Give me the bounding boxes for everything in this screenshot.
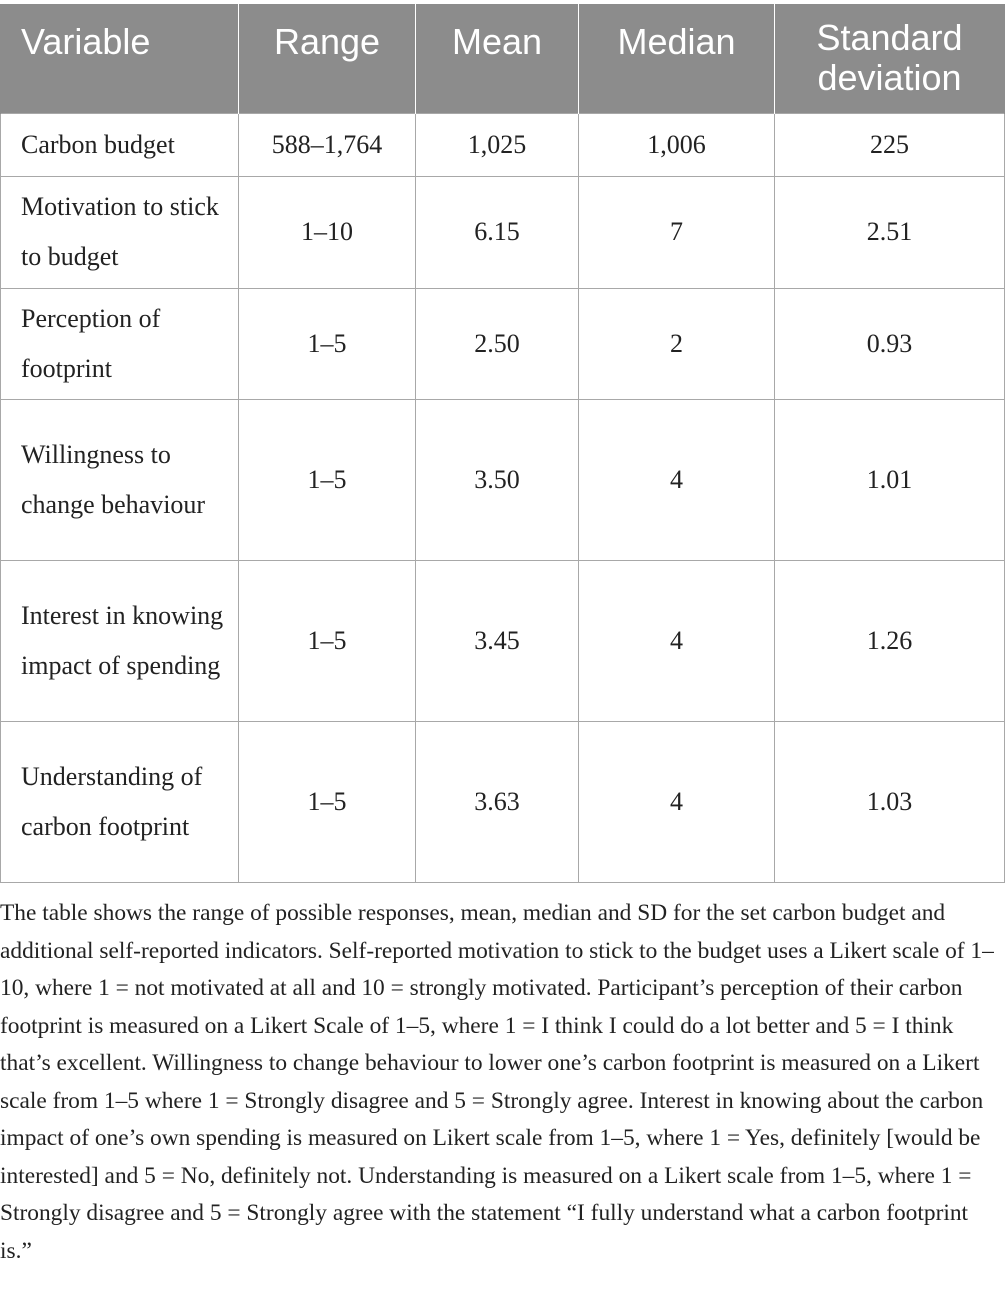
cell-range: 1–5 [239, 721, 416, 882]
cell-range: 1–10 [239, 176, 416, 288]
table-row [1, 176, 1005, 288]
cell-median: 2 [579, 288, 775, 399]
table-row [1, 288, 1005, 399]
cell-median: 4 [579, 721, 775, 882]
header-mean: Mean [416, 4, 579, 113]
cell-range: 1–5 [239, 399, 416, 560]
cell-sd: 225 [775, 113, 1005, 176]
table-row [1, 113, 1005, 176]
header-median: Median [579, 4, 775, 113]
table-row [1, 721, 1005, 882]
cell-variable: Carbon budget [1, 113, 239, 176]
cell-variable: Willingness to change behaviour [1, 399, 239, 560]
table-header [1, 4, 1005, 113]
cell-mean: 3.45 [416, 560, 579, 721]
cell-median: 4 [579, 560, 775, 721]
statistics-table [0, 4, 1005, 883]
table-body [1, 113, 1005, 882]
cell-range: 588–1,764 [239, 113, 416, 176]
header-standard-deviation: Standard deviation [775, 4, 1005, 113]
cell-range: 1–5 [239, 288, 416, 399]
cell-median: 1,006 [579, 113, 775, 176]
cell-sd: 0.93 [775, 288, 1005, 399]
cell-mean: 1,025 [416, 113, 579, 176]
cell-sd: 1.03 [775, 721, 1005, 882]
cell-variable: Understanding of carbon footprint [1, 721, 239, 882]
cell-median: 7 [579, 176, 775, 288]
header-row [1, 4, 1005, 113]
table-row [1, 560, 1005, 721]
header-range: Range [239, 4, 416, 113]
cell-median: 4 [579, 399, 775, 560]
cell-sd: 2.51 [775, 176, 1005, 288]
cell-mean: 3.63 [416, 721, 579, 882]
cell-sd: 1.01 [775, 399, 1005, 560]
cell-sd: 1.26 [775, 560, 1005, 721]
table-row [1, 399, 1005, 560]
cell-range: 1–5 [239, 560, 416, 721]
cell-variable: Interest in knowing impact of spending [1, 560, 239, 721]
cell-mean: 6.15 [416, 176, 579, 288]
header-variable: Variable [1, 4, 239, 113]
cell-variable: Perception of footprint [1, 288, 239, 399]
cell-mean: 2.50 [416, 288, 579, 399]
cell-variable: Motivation to stick to budget [1, 176, 239, 288]
table-footnote: The table shows the range of possible responses, mean, median and SD for the set carbon budget and additional self-reported indicators. Self-reported motivation to stick to the budget uses a Likert scale of 1–10, where 1 = not motivated at all and 10 = strongly motivated. Participant’s perception of their carbon footprint is measured on a Likert Scale of 1–5, where 1 = I think I could do a lot better and 5 = I think that’s excellent. Willingness to change behaviour to lower one’s carbon footprint is measured on a Likert scale from 1–5 where 1 = Strongly disagree and 5 = Strongly agree. Interest in knowing about the carbon impact of one’s own spending is measured on Likert scale from 1–5, where 1 = Yes, definitely [would be interested] and 5 = No, definitely not. Understanding is measured on a Likert scale from 1–5, where 1 = Strongly disagree and 5 = Strongly agree with the statement “I fully understand what a carbon footprint is.” [0, 900, 994, 1264]
cell-mean: 3.50 [416, 399, 579, 560]
